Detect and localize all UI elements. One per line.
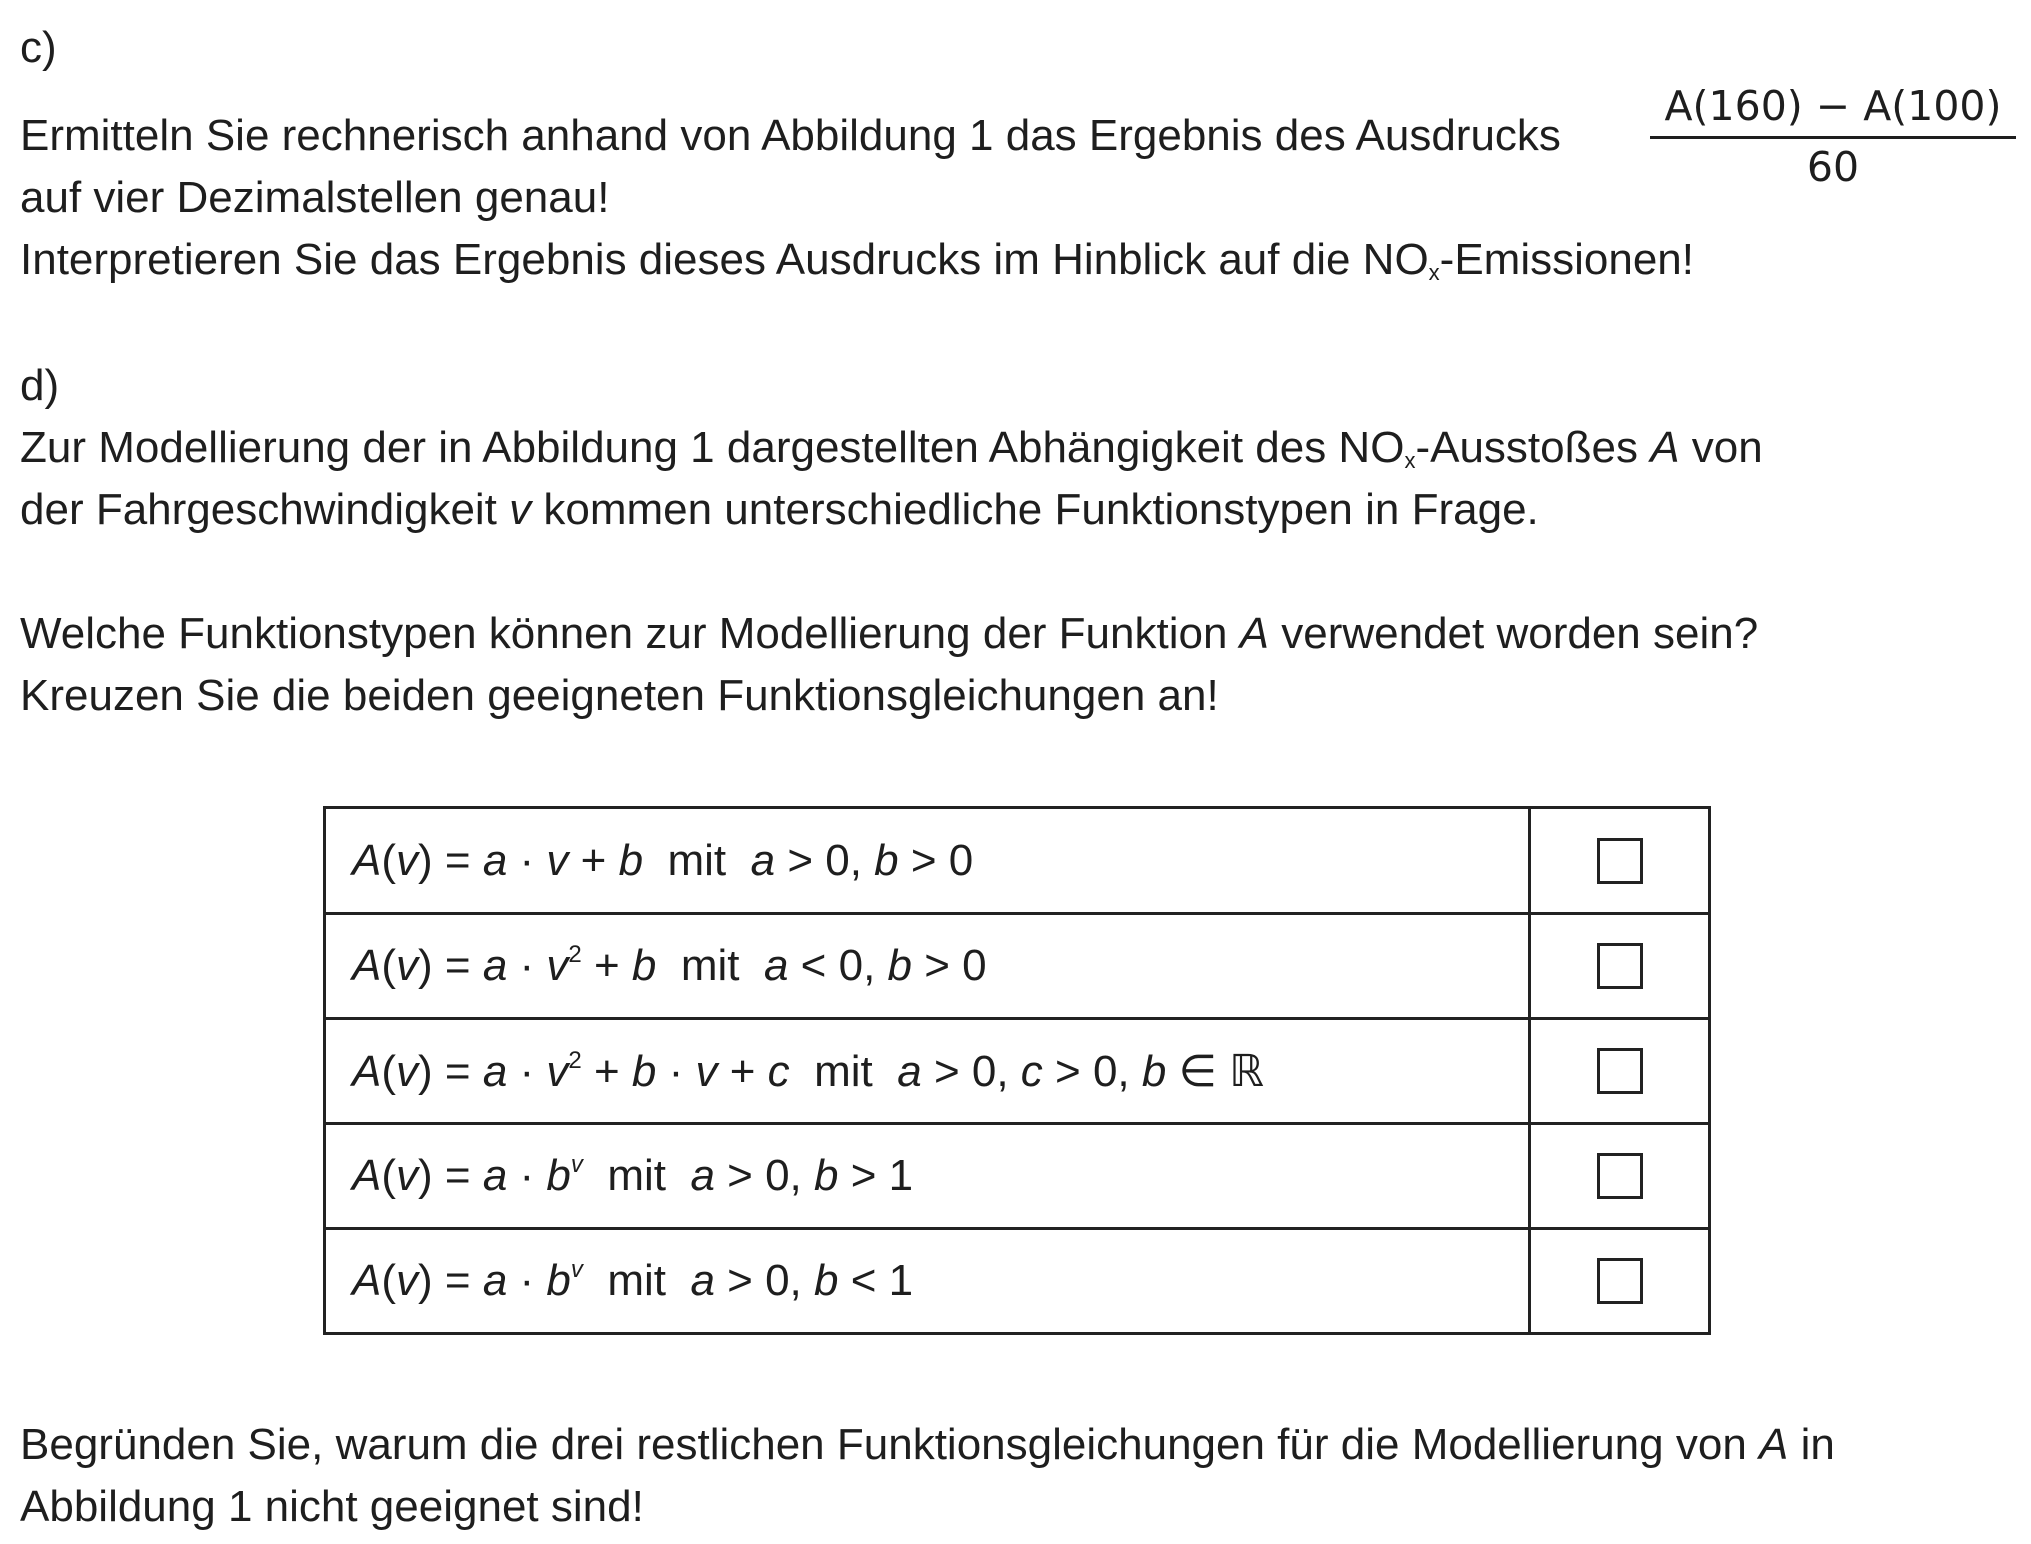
part-d-line-2-text: der Fahrgeschwindigkeit (20, 485, 510, 534)
multiple-choice-table (323, 806, 1711, 1335)
part-d-justification (20, 1414, 1835, 1476)
part-d-line-1-end: von (1679, 423, 1763, 472)
part-d-line-1-mid: -Ausstoßes (1415, 423, 1651, 472)
fraction-numerator: A(160) − A(100) (1650, 82, 2016, 139)
variable-a: A (1759, 1420, 1789, 1469)
difference-quotient-fraction (1650, 82, 2016, 191)
checkbox-option-4[interactable] (1597, 1153, 1643, 1199)
variable-a: A (1650, 423, 1680, 472)
checkbox-option-5[interactable] (1597, 1258, 1643, 1304)
part-c-label: c) (20, 23, 57, 72)
choice-row-1 (326, 809, 1708, 912)
part-d-line-1-text: Zur Modellierung der in Abbildung 1 dargestellten Abhängigkeit des NO (20, 423, 1405, 472)
equation-quadratic: $A(v) = a \cdot v^2 + b \cdot v + c$ mit a > 0, c > 0, b ∈ ℝ (326, 1020, 1531, 1122)
part-d-justification-text: Begründen Sie, warum die drei restlichen Funktionsgleichungen für die Modellierung von (20, 1420, 1760, 1469)
checkbox-option-1[interactable] (1597, 838, 1643, 884)
variable-v: v (509, 485, 532, 534)
nox-subscript: x (1404, 448, 1416, 473)
checkbox-cell (1531, 1230, 1708, 1332)
part-c-line-3 (20, 229, 1694, 304)
part-c-line-3-end: -Emissionen! (1439, 235, 1694, 284)
part-d-question-text: Welche Funktionstypen können zur Modellierung der Funktion (20, 609, 1240, 658)
choice-row-5 (326, 1227, 1708, 1332)
part-d-justification-line-2: Abbildung 1 nicht geeignet sind! (20, 1482, 644, 1531)
part-d-question (20, 603, 1758, 665)
choice-row-2 (326, 912, 1708, 1017)
equation-exponential-decay: $A(v) = a \cdot b^v$ mit a > 0, b < 1 (326, 1230, 1531, 1332)
part-d-line-2 (20, 479, 1539, 541)
fraction-denominator: 60 (1806, 143, 1860, 191)
checkbox-cell (1531, 1125, 1708, 1227)
variable-a: A (1239, 609, 1270, 658)
equation-exponential-growth: $A(v) = a \cdot b^v$ mit a > 0, b > 1 (326, 1125, 1531, 1227)
nox-subscript: x (1428, 260, 1440, 285)
checkbox-cell (1531, 915, 1708, 1017)
part-d-label: d) (20, 361, 60, 410)
part-c-line-1: Ermitteln Sie rechnerisch anhand von Abbildung 1 das Ergebnis des Ausdrucks (20, 111, 1561, 160)
part-c-line-3-text: Interpretieren Sie das Ergebnis dieses Ausdrucks im Hinblick auf die NO (20, 235, 1429, 284)
choice-row-3 (326, 1017, 1708, 1122)
checkbox-cell (1531, 1020, 1708, 1122)
equation-quadratic-no-linear-term: $A(v) = a \cdot v^2 + b$ mit a < 0, b > 0 (326, 915, 1531, 1017)
part-c-line-2: auf vier Dezimalstellen genau! (20, 173, 610, 222)
equation-linear: A(v) = a · v + b mit a > 0, b > 0 (326, 809, 1531, 912)
checkbox-cell (1531, 809, 1708, 912)
checkbox-option-2[interactable] (1597, 943, 1643, 989)
choice-row-4 (326, 1122, 1708, 1227)
part-d-question-end: verwendet worden sein? (1269, 609, 1759, 658)
part-d-justification-end: in (1788, 1420, 1835, 1469)
part-d-instruction: Kreuzen Sie die beiden geeigneten Funktionsgleichungen an! (20, 671, 1219, 720)
checkbox-option-3[interactable] (1597, 1048, 1643, 1094)
part-d-line-2-end: kommen unterschiedliche Funktionstypen in Frage. (531, 485, 1539, 534)
